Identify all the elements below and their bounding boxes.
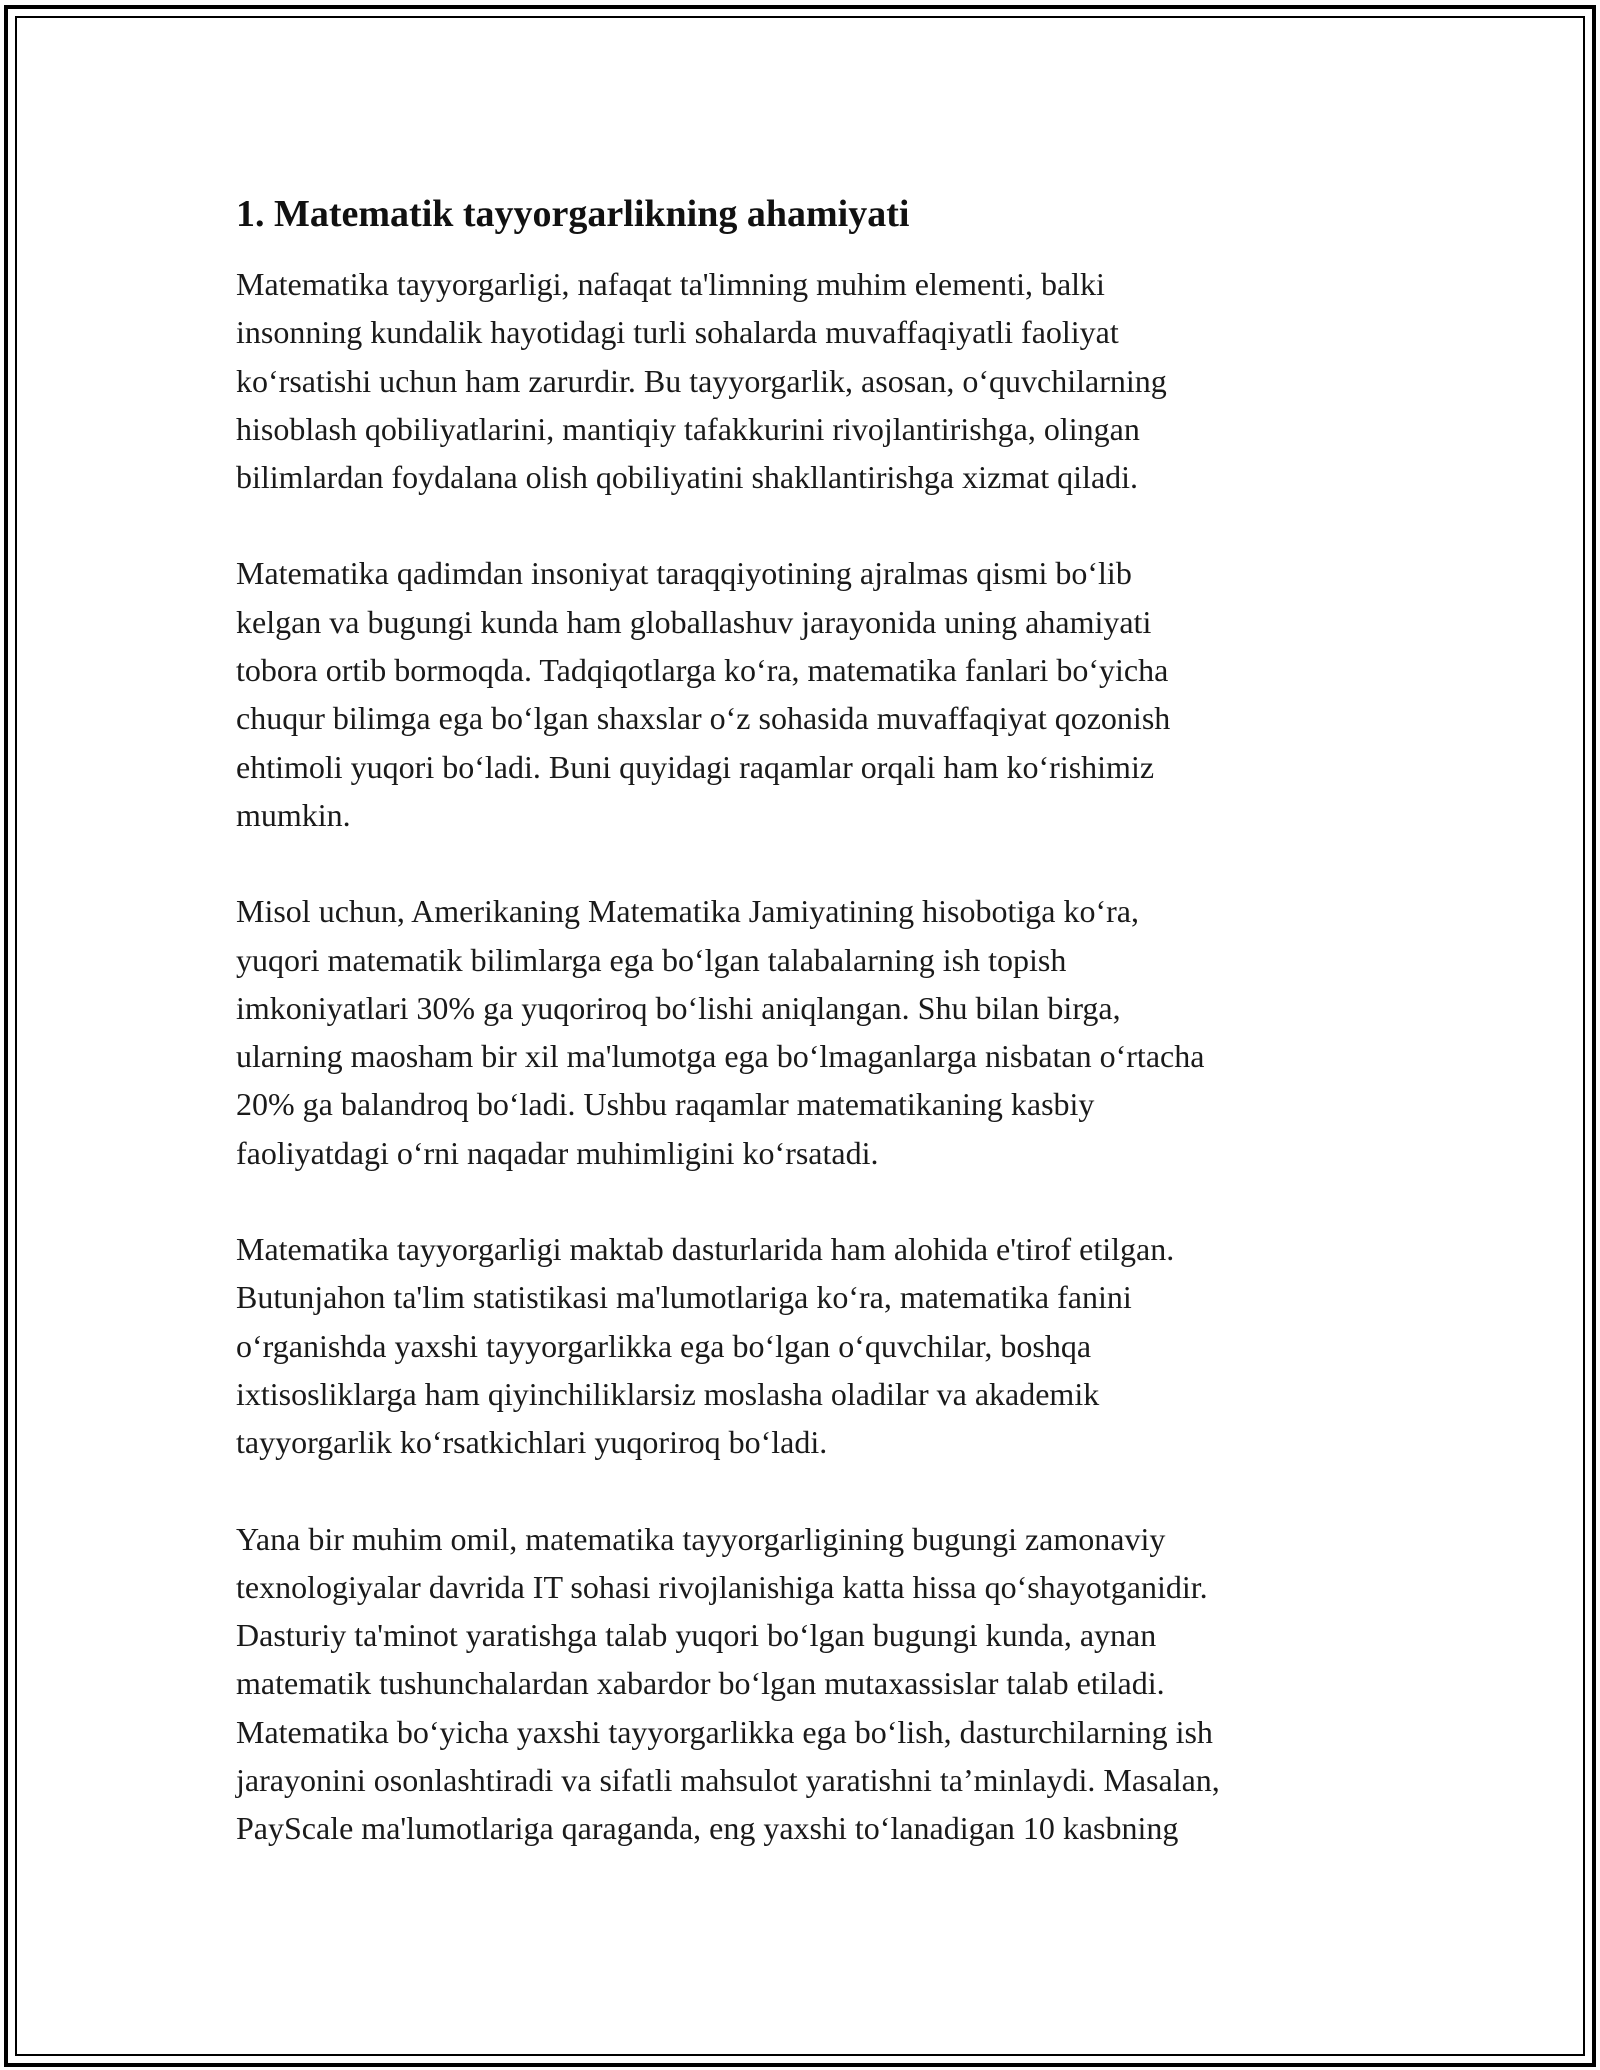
- text-line: 20% ga balandroq bo‘ladi. Ushbu raqamlar matematikaning kasbiy: [236, 1086, 1095, 1123]
- text-line: bilimlardan foydalana olish qobiliyatini shakllantirishga xizmat qiladi.: [236, 459, 1139, 496]
- text-line: Yana bir muhim omil, matematika tayyorgarligining bugungi zamonaviy: [236, 1520, 1166, 1557]
- text-line: Misol uchun, Amerikaning Matematika Jamiyatining hisobotiga ko‘ra,: [236, 893, 1139, 930]
- section-heading: 1. Matematik tayyorgarlikning ahamiyati: [236, 193, 910, 235]
- text-line: ixtisosliklarga ham qiyinchiliklarsiz moslasha oladilar va akademik: [236, 1375, 1100, 1412]
- paragraph-4: [236, 1225, 1356, 1466]
- text-line: imkoniyatlari 30% ga yuqoriroq bo‘lishi aniqlangan. Shu bilan birga,: [236, 989, 1121, 1026]
- text-line: Butunjahon ta'lim statistikasi ma'lumotlariga ko‘ra, matematika fanini: [236, 1279, 1132, 1316]
- text-line: tobora ortib bormoqda. Tadqiqotlarga ko‘ra, matematika fanlari bo‘yicha: [236, 652, 1169, 689]
- text-line: ehtimoli yuqori bo‘ladi. Buni quyidagi raqamlar orqali ham ko‘rishimiz: [236, 748, 1155, 785]
- text-line: matematik tushunchalardan xabardor bo‘lgan mutaxassislar talab etiladi.: [236, 1665, 1165, 1702]
- text-line: mumkin.: [236, 796, 351, 833]
- paragraph-5: [236, 1515, 1356, 1853]
- document-body: [236, 190, 1356, 1901]
- text-line: Matematika qadimdan insoniyat taraqqiyotining ajralmas qismi bo‘lib: [236, 555, 1132, 592]
- paragraph-3: [236, 887, 1356, 1177]
- text-line: Dasturiy ta'minot yaratishga talab yuqori bo‘lgan bugungi kunda, aynan: [236, 1617, 1157, 1654]
- text-line: faoliyatdagi o‘rni naqadar muhimligini ko‘rsatadi.: [236, 1134, 879, 1171]
- text-line: PayScale ma'lumotlariga qaraganda, eng yaxshi to‘lanadigan 10 kasbning: [236, 1810, 1179, 1847]
- text-line: Matematika tayyorgarligi maktab dasturlarida ham alohida e'tirof etilgan.: [236, 1231, 1175, 1268]
- text-line: ko‘rsatishi uchun ham zarurdir. Bu tayyorgarlik, asosan, o‘quvchilarning: [236, 362, 1167, 399]
- text-line: texnologiyalar davrida IT sohasi rivojlanishiga katta hissa qo‘shayotganidir.: [236, 1568, 1208, 1605]
- text-line: tayyorgarlik ko‘rsatkichlari yuqoriroq bo‘ladi.: [236, 1424, 828, 1461]
- text-line: chuqur bilimga ega bo‘lgan shaxslar o‘z sohasida muvaffaqiyat qozonish: [236, 700, 1171, 737]
- paragraph-2: [236, 549, 1356, 839]
- text-line: Matematika tayyorgarligi, nafaqat ta'limning muhim elementi, balki: [236, 266, 1105, 302]
- text-line: o‘rganishda yaxshi tayyorgarlikka ega bo‘lgan o‘quvchilar, boshqa: [236, 1327, 1092, 1364]
- text-line: insonning kundalik hayotidagi turli sohalarda muvaffaqiyatli faoliyat: [236, 314, 1119, 351]
- text-line: hisoblash qobiliyatlarini, mantiqiy tafakkurini rivojlantirishga, olingan: [236, 410, 1140, 447]
- text-line: ularning maosham bir xil ma'lumotga ega bo‘lmaganlarga nisbatan o‘rtacha: [236, 1038, 1205, 1075]
- text-line: yuqori matematik bilimlarga ega bo‘lgan talabalarning ish topish: [236, 941, 1067, 978]
- text-line: jarayonini osonlashtiradi va sifatli mahsulot yaratishni ta’minlaydi. Masalan,: [236, 1762, 1220, 1799]
- paragraph-1: [236, 260, 1356, 501]
- text-line: Matematika bo‘yicha yaxshi tayyorgarlikka ega bo‘lish, dasturchilarning ish: [236, 1713, 1213, 1750]
- text-line: kelgan va bugungi kunda ham globallashuv jarayonida uning ahamiyati: [236, 603, 1152, 640]
